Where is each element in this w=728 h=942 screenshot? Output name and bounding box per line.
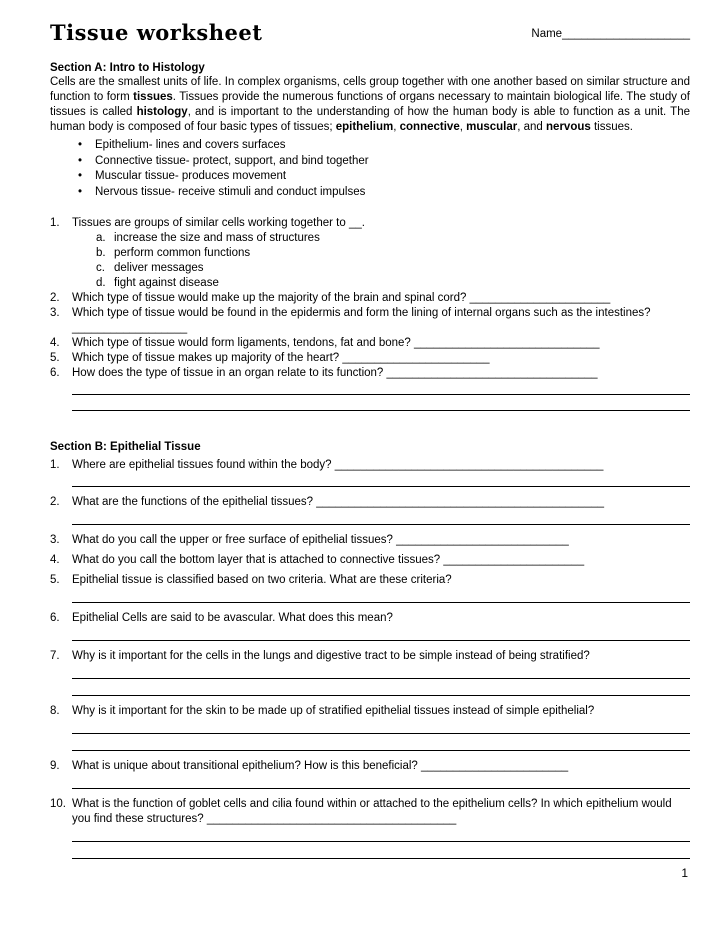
question-line — [50, 797, 690, 827]
answer-line — [72, 720, 690, 734]
bullet-icon: • — [78, 138, 83, 151]
name-row — [531, 28, 690, 40]
question-number: 10. — [50, 797, 66, 810]
page-title: Tissue worksheet — [50, 20, 263, 45]
intro-bold-tissues: tissues — [133, 90, 173, 103]
intro-text: , — [459, 120, 467, 133]
bullet-text: Epithelium- lines and covers surfaces — [95, 138, 286, 151]
intro-paragraph — [50, 75, 690, 135]
intro-text: tissues. — [590, 120, 633, 133]
question-b5 — [50, 573, 690, 603]
question-a4 — [50, 336, 690, 351]
choice-text: increase the size and mass of structures — [114, 232, 320, 245]
question-number: 6. — [50, 366, 60, 379]
answer-line — [72, 735, 690, 751]
question-number: 3. — [50, 534, 60, 547]
answer-line — [72, 775, 690, 789]
question-text: Tissues are groups of similar cells working together to __. — [72, 217, 365, 230]
bullet-icon: • — [78, 186, 83, 199]
answer-line — [72, 843, 690, 859]
answer-line — [72, 665, 690, 679]
answer-line — [72, 381, 690, 395]
question-line — [50, 611, 690, 626]
answer-line — [72, 511, 690, 525]
intro-bold-histology: histology — [136, 105, 188, 118]
question-b9 — [50, 759, 690, 789]
intro-text: , — [393, 120, 400, 133]
question-number: 1. — [50, 458, 60, 471]
question-text: What is the function of goblet cells and cilia found within or attached to the epithelium cells? In which epithelium would you find these structures? _______________________________________ — [72, 797, 672, 825]
question-number: 5. — [50, 351, 60, 364]
intro-text: , and is important to the understanding of how the human body is able to function as a unit. The human body is composed of four basic types of tissues; — [50, 105, 690, 133]
question-line — [50, 553, 690, 568]
question-number: 4. — [50, 336, 60, 349]
question-text: Which type of tissue would make up the majority of the brain and spinal cord? ______________________ — [72, 291, 611, 304]
intro-bold-nervous: nervous — [546, 120, 591, 133]
question-text: What do you call the upper or free surface of epithelial tissues? ___________________________ — [72, 534, 569, 547]
question-line — [50, 573, 690, 588]
question-text: Why is it important for the skin to be made up of stratified epithelial tissues instead of simple epithelial? — [72, 705, 595, 718]
intro-bold-epithelium: epithelium — [335, 120, 394, 133]
intro-text: . Tissues provide the numerous functions of organs necessary to maintain biological life. The study of tissues is called — [50, 90, 690, 118]
question-text: Which type of tissue makes up majority of the heart? _______________________ — [72, 351, 490, 364]
question-text: How does the type of tissue in an organ relate to its function? _________________________________ — [72, 366, 598, 379]
choice-letter: b. — [96, 247, 106, 260]
question-text: Why is it important for the cells in the lungs and digestive tract to be simple instead of being stratified? — [72, 650, 590, 663]
question-number: 7. — [50, 650, 60, 663]
choice-b — [96, 246, 690, 261]
question-number: 4. — [50, 554, 60, 567]
question-text: What is unique about transitional epithelium? How is this beneficial? _______________________ — [72, 760, 569, 772]
choice-a — [96, 231, 690, 246]
question-number: 1. — [50, 217, 60, 230]
question-text: What are the functions of the epithelial tissues? _____________________________________________ — [72, 496, 605, 509]
answer-line — [72, 680, 690, 696]
section-a-heading: Section A: Intro to Histology — [50, 62, 205, 74]
choice-text: perform common functions — [114, 247, 251, 260]
choice-letter: a. — [96, 232, 106, 245]
intro-text: , and — [517, 120, 547, 133]
question-number: 6. — [50, 612, 60, 625]
page-number: 1 — [681, 866, 688, 880]
answer-line — [72, 395, 690, 411]
bullet-text: Nervous tissue- receive stimuli and conduct impulses — [95, 186, 366, 199]
answer-line — [72, 828, 690, 842]
bullet-text: Connective tissue- protect, support, and bind together — [95, 154, 369, 167]
question-b8 — [50, 704, 690, 751]
answer-line — [72, 473, 690, 487]
question-number: 8. — [50, 705, 60, 718]
question-number: 3. — [50, 306, 60, 319]
bullet-item — [50, 185, 690, 201]
question-text: Where are epithelial tissues found within the body? __________________________________________ — [72, 458, 604, 471]
question-number: 5. — [50, 574, 60, 587]
section-b-questions — [50, 458, 690, 859]
bullet-item — [50, 169, 690, 185]
question-line — [50, 649, 690, 664]
question-b6 — [50, 611, 690, 641]
question-b2 — [50, 495, 690, 525]
question-b1 — [50, 458, 690, 488]
question-line — [50, 458, 690, 473]
question-a2 — [50, 291, 690, 306]
question-number: 2. — [50, 496, 60, 509]
question-line — [50, 704, 690, 719]
question-text: Which type of tissue would form ligaments, tendons, fat and bone? _____________________________ — [72, 336, 600, 349]
question-b4 — [50, 553, 690, 568]
question-a5 — [50, 351, 690, 366]
choice-letter: c. — [96, 262, 105, 274]
answer-line — [72, 627, 690, 641]
bullet-item — [50, 154, 690, 170]
bullet-text: Muscular tissue- produces movement — [95, 170, 287, 183]
bullet-item — [50, 138, 690, 154]
bullet-icon: • — [78, 154, 83, 167]
choice-c — [96, 261, 690, 276]
answer-line — [72, 589, 690, 603]
question-a1 — [50, 216, 690, 231]
question-text: Which type of tissue would be found in the epidermis and form the lining of internal organs such as the intestines? __________________ — [72, 306, 651, 334]
tissue-type-bullets — [50, 138, 690, 201]
choice-text: deliver messages — [114, 262, 204, 274]
choice-letter: d. — [96, 276, 106, 289]
intro-bold-connective: connective — [399, 120, 460, 133]
bullet-icon: • — [78, 170, 83, 183]
name-label: Name — [531, 28, 563, 40]
intro-text: Cells are the smallest units of life. In complex organisms, cells group together with one another based on similar structure and function to form — [50, 76, 690, 103]
question-a3 — [50, 306, 690, 336]
question-text: Epithelial Cells are said to be avascular. What does this mean? — [72, 612, 393, 625]
question-line — [50, 495, 690, 510]
choice-text: fight against disease — [114, 276, 219, 289]
question-a6 — [50, 366, 690, 381]
question-b7 — [50, 649, 690, 696]
question-line — [50, 759, 690, 774]
page-header — [50, 20, 690, 45]
question-text: Epithelial tissue is classified based on two criteria. What are these criteria? — [72, 574, 452, 587]
name-blank: ____________________ — [562, 28, 690, 40]
question-b10 — [50, 797, 690, 859]
question-number: 9. — [50, 760, 60, 772]
intro-bold-muscular: muscular — [466, 120, 518, 133]
question-b3 — [50, 533, 690, 548]
section-b-heading: Section B: Epithelial Tissue — [50, 440, 201, 453]
question-text: What do you call the bottom layer that is attached to connective tissues? ______________________ — [72, 554, 585, 567]
question-line — [50, 533, 690, 548]
choice-d — [96, 276, 690, 291]
section-a-questions — [50, 216, 690, 410]
question-number: 2. — [50, 291, 60, 304]
